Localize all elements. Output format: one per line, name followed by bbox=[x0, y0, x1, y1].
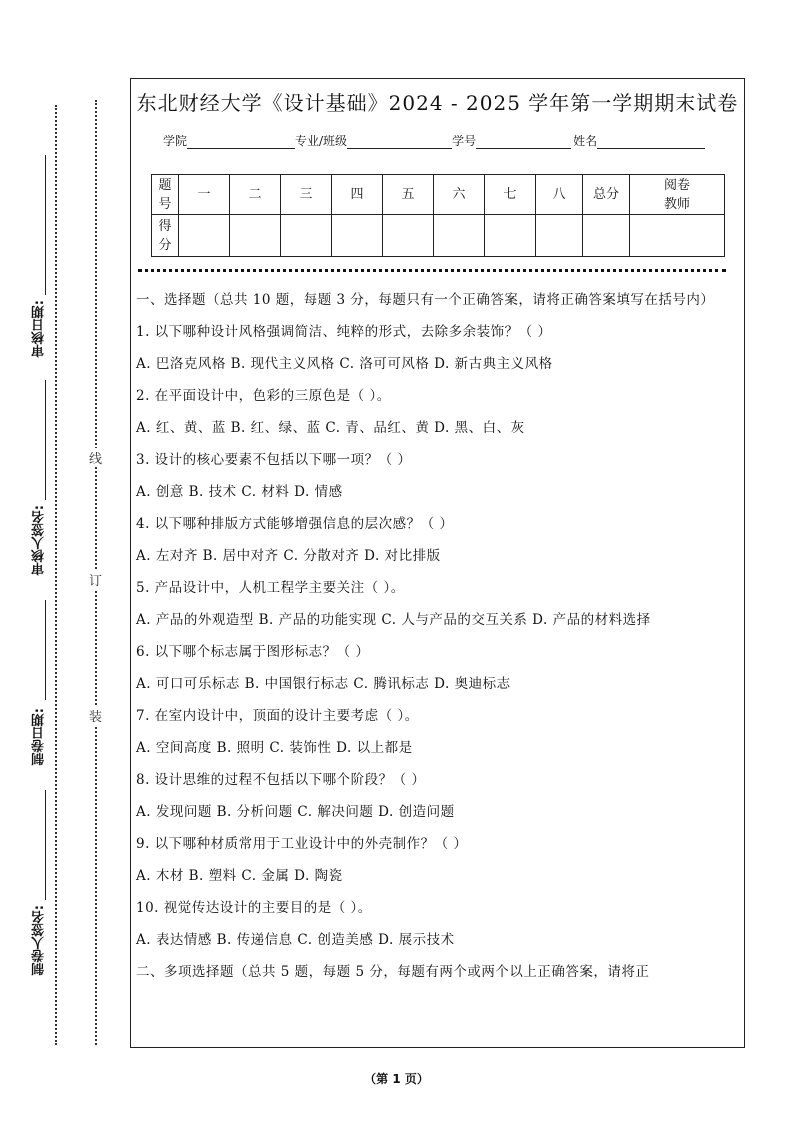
question-4: 4. 以下哪种排版方式能够增强信息的层次感？（ ） bbox=[136, 516, 454, 532]
exam-title: 东北财经大学《设计基础》2024 - 2025 学年第一学期期末试卷 bbox=[136, 91, 739, 115]
prepare-date-label: 制卷日期: bbox=[32, 708, 47, 766]
sign-line-4 bbox=[45, 790, 46, 900]
col-reviewer: 阅卷 教师 bbox=[630, 175, 725, 215]
question-7: 7. 在室内设计中，顶面的设计主要考虑（ ）。 bbox=[136, 708, 419, 724]
options-9: A. 木材 B. 塑料 C. 金属 D. 陶瓷 bbox=[136, 868, 343, 884]
options-3: A. 创意 B. 技术 C. 材料 D. 情感 bbox=[136, 484, 343, 500]
col-3: 三 bbox=[281, 175, 332, 215]
col-6: 六 bbox=[434, 175, 485, 215]
score-cell-5[interactable] bbox=[383, 215, 434, 257]
name-blank[interactable] bbox=[597, 135, 705, 149]
exam-frame bbox=[130, 78, 745, 1048]
score-cell-2[interactable] bbox=[230, 215, 281, 257]
question-9: 9. 以下哪种材质常用于工业设计中的外壳制作？（ ） bbox=[136, 836, 468, 852]
row-head-question: 题 号 bbox=[152, 175, 179, 215]
col-2: 二 bbox=[230, 175, 281, 215]
col-7: 七 bbox=[485, 175, 536, 215]
binding-char-line: 线 bbox=[89, 448, 102, 467]
college-label: 学院 bbox=[163, 134, 188, 148]
score-table bbox=[151, 174, 725, 257]
name-label: 姓名 bbox=[573, 134, 598, 148]
student-id-label: 学号 bbox=[452, 134, 477, 148]
score-cell-1[interactable] bbox=[179, 215, 230, 257]
section2-heading: 二、多项选择题（总共 5 题，每题 5 分，每题有两个或两个以上正确答案，请将正 bbox=[136, 964, 650, 980]
binding-char-staple: 订 bbox=[89, 570, 102, 589]
options-8: A. 发现问题 B. 分析问题 C. 解决问题 D. 创造问题 bbox=[136, 804, 455, 820]
score-cell-4[interactable] bbox=[332, 215, 383, 257]
question-6: 6. 以下哪个标志属于图形标志？（ ） bbox=[136, 644, 370, 660]
options-1: A. 巴洛克风格 B. 现代主义风格 C. 洛可可风格 D. 新古典主义风格 bbox=[136, 356, 553, 372]
col-8: 八 bbox=[536, 175, 583, 215]
student-info-line bbox=[163, 132, 705, 149]
col-5: 五 bbox=[383, 175, 434, 215]
page-footer: （第 1 页） bbox=[364, 1072, 429, 1086]
score-cell-3[interactable] bbox=[281, 215, 332, 257]
question-content bbox=[136, 289, 736, 983]
options-6: A. 可口可乐标志 B. 中国银行标志 C. 腾讯标志 D. 奥迪标志 bbox=[136, 676, 511, 692]
question-1: 1. 以下哪种设计风格强调简洁、纯粹的形式，去除多余装饰？（ ） bbox=[136, 324, 552, 340]
question-10: 10. 视觉传达设计的主要目的是（ ）。 bbox=[136, 900, 372, 916]
section1-heading: 一、选择题（总共 10 题，每题 3 分，每题只有一个正确答案，请将正确答案填写在括号内） bbox=[136, 292, 715, 308]
question-2: 2. 在平面设计中，色彩的三原色是（ ）。 bbox=[136, 388, 391, 404]
question-3: 3. 设计的核心要素不包括以下哪一项？（ ） bbox=[136, 452, 412, 468]
score-cell-8[interactable] bbox=[536, 215, 583, 257]
reviewer-signature-label: 审核人签名: bbox=[32, 505, 47, 576]
col-4: 四 bbox=[332, 175, 383, 215]
binding-char-bind: 装 bbox=[89, 706, 102, 725]
sign-line-1 bbox=[45, 155, 46, 295]
question-8: 8. 设计思维的过程不包括以下哪个阶段？（ ） bbox=[136, 772, 426, 788]
options-10: A. 表达情感 B. 传递信息 C. 创造美感 D. 展示技术 bbox=[136, 932, 455, 948]
score-cell-total[interactable] bbox=[583, 215, 630, 257]
preparer-signature-label: 制卷人签名: bbox=[32, 905, 47, 976]
row-head-score: 得 分 bbox=[152, 215, 179, 257]
sign-line-2 bbox=[45, 380, 46, 500]
score-cell-reviewer[interactable] bbox=[630, 215, 725, 257]
options-4: A. 左对齐 B. 居中对齐 C. 分散对齐 D. 对比排版 bbox=[136, 548, 441, 564]
score-cell-6[interactable] bbox=[434, 215, 485, 257]
major-class-blank[interactable] bbox=[347, 135, 452, 149]
sign-line-3 bbox=[45, 600, 46, 700]
score-cell-7[interactable] bbox=[485, 215, 536, 257]
college-blank[interactable] bbox=[187, 135, 295, 149]
options-7: A. 空间高度 B. 照明 C. 装饰性 D. 以上都是 bbox=[136, 740, 413, 756]
dotted-separator bbox=[138, 269, 726, 272]
col-total: 总分 bbox=[583, 175, 630, 215]
options-2: A. 红、黄、蓝 B. 红、绿、蓝 C. 青、品红、黄 D. 黑、白、灰 bbox=[136, 420, 525, 436]
student-id-blank[interactable] bbox=[476, 135, 571, 149]
major-class-label: 专业/班级 bbox=[295, 134, 348, 148]
options-5: A. 产品的外观造型 B. 产品的功能实现 C. 人与产品的交互关系 D. 产品的材料选择 bbox=[136, 612, 651, 628]
question-5: 5. 产品设计中，人机工程学主要关注（ ）。 bbox=[136, 580, 405, 596]
review-date-label: 审核日期: bbox=[32, 300, 47, 358]
binding-dotted-line-outer bbox=[55, 105, 57, 1045]
col-1: 一 bbox=[179, 175, 230, 215]
